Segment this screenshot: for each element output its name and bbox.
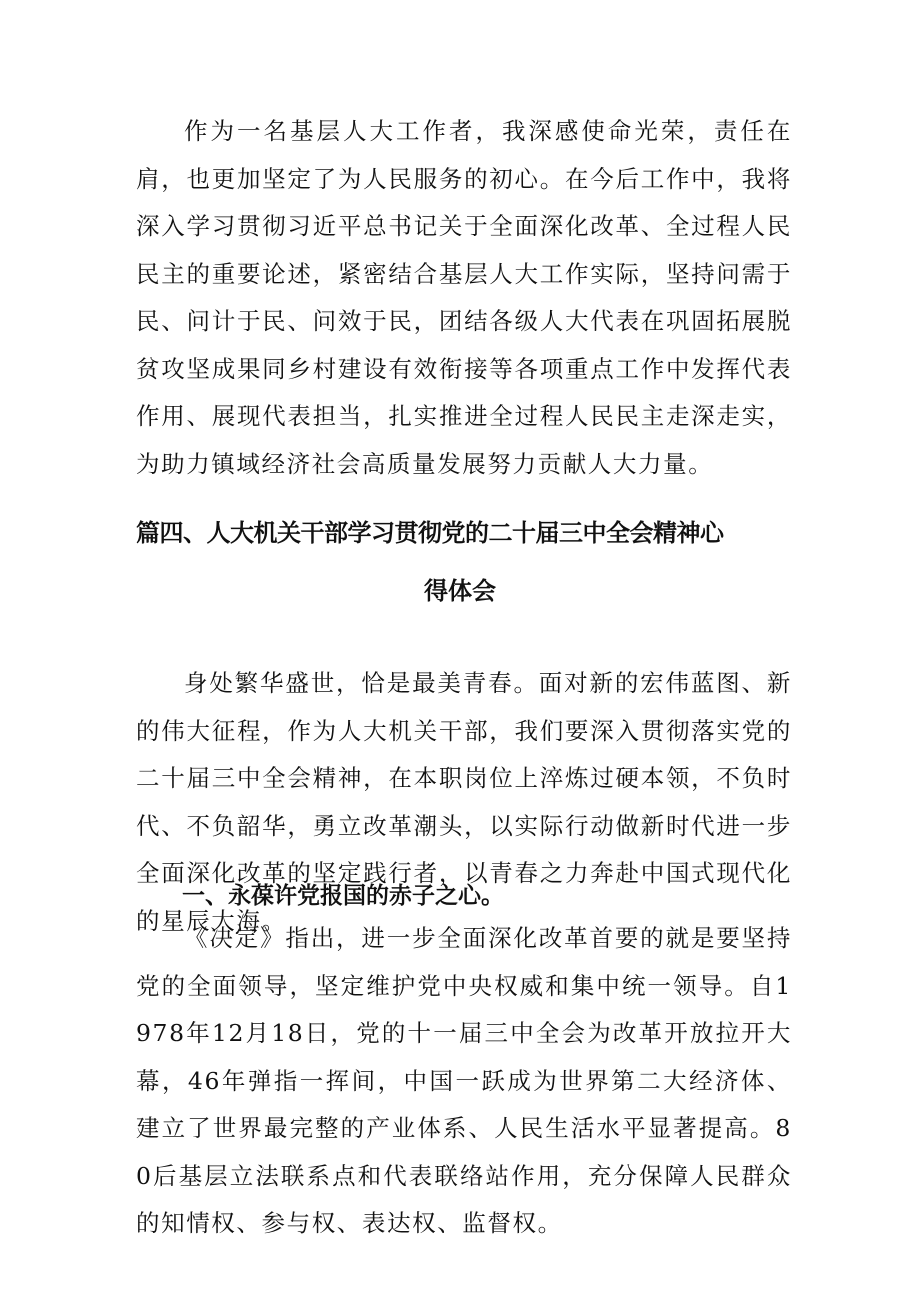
section-title-line-1: 篇四、人大机关干部学习贯彻党的二十届三中全会精神心	[136, 519, 724, 547]
body-paragraph-3: 《决定》指出，进一步全面深化改革首要的就是要坚持党的全面领导，坚定维护党中央权威和集中统一领导。自1978年12月18日，党的十一届三中全会为改革开放拉开大幕，46年弹指一挥间，中国一跃成为世界第二大经济体、建立了世界最完整的产业体系、人民生活水平显著提高。80后基层立法联系点和代表联络站作用，充分保障人民群众的知情权、参与权、表达权、监督权。	[136, 924, 792, 1237]
body-paragraph-1: 作为一名基层人大工作者，我深感使命光荣，责任在肩，也更加坚定了为人民服务的初心。在今后工作中，我将深入学习贯彻习近平总书记关于全面深化改革、全过程人民民主的重要论述，紧密结合基层人大工作实际，坚持问需于民、问计于民、问效于民，团结各级人大代表在巩固拓展脱贫攻坚成果同乡村建设有效衔接等各项重点工作中发挥代表作用、展现代表担当，扎实推进全过程人民民主走深走实，为助力镇域经济社会高质量发展努力贡献人大力量。	[136, 117, 792, 478]
subheading-1: 一、永葆许党报国的赤子之心。	[182, 883, 504, 909]
section-title-line-2: 得体会	[424, 577, 496, 605]
body-paragraph-2: 身处繁华盛世，恰是最美青春。面对新的宏伟蓝图、新的伟大征程，作为人大机关干部，我们要深入贯彻落实党的二十届三中全会精神，在本职岗位上淬炼过硬本领，不负时代、不负韶华，勇立改革潮头，以实际行动做新时代进一步全面深化改革的坚定践行者，以青春之力奔赴中国式现代化的星辰大海。	[136, 669, 792, 935]
